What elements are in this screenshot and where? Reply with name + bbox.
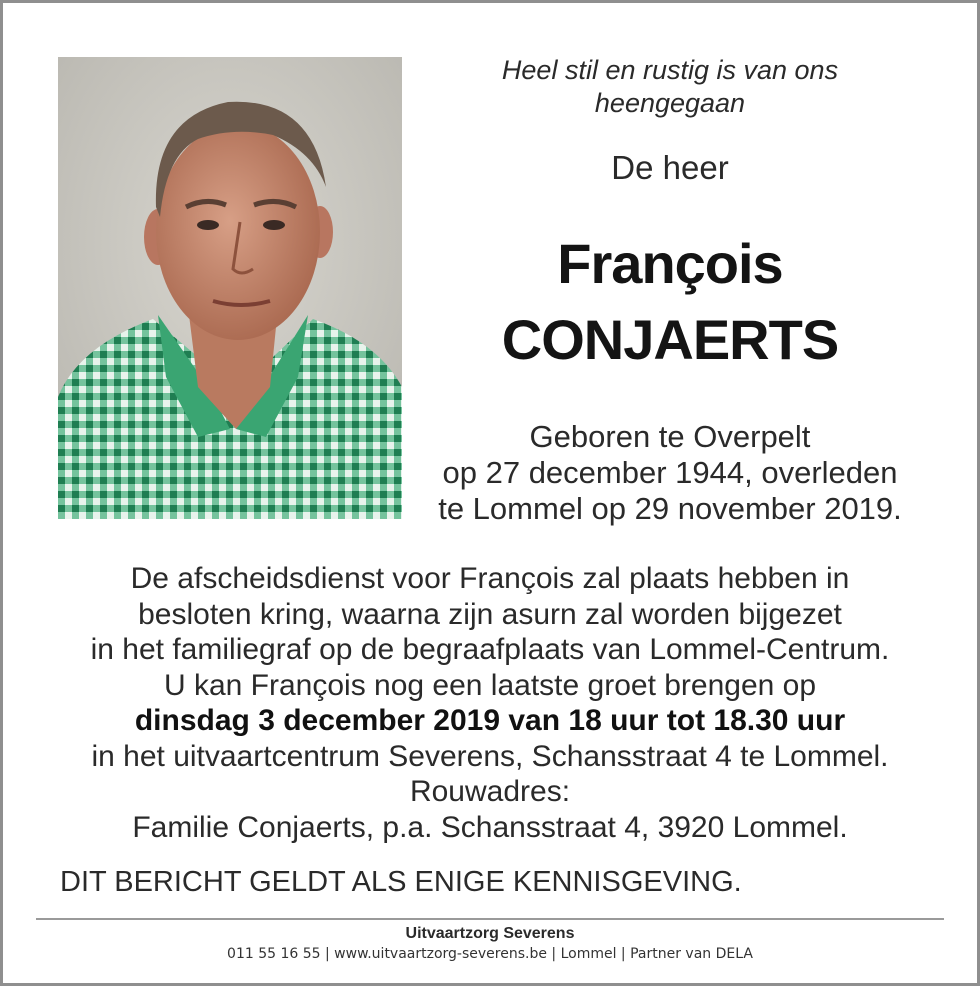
intro-line: heengegaan [594,88,746,118]
portrait-photo [58,57,402,519]
funeral-home-name: Uitvaartzorg Severens [405,925,575,942]
deceased-name [440,226,900,378]
notice-text: DIT BERICHT GELDT ALS ENIGE KENNISGEVING. [60,866,742,898]
intro-line: Heel stil en rustig is van ons [501,55,839,85]
first-name: François [557,232,783,295]
body-line: De afscheidsdienst voor François zal plaats hebben in [130,562,850,595]
body-line: in het uitvaartcentrum Severens, Schansstraat 4 te Lommel. [91,739,889,773]
salutation: De heer [611,149,729,186]
intro-text [440,54,900,120]
funeral-home-contact: 011 55 16 55 | www.uitvaartzorg-severens.be | Lommel | Partner van DELA [227,946,753,962]
mourning-address-label: Rouwadres: [409,775,571,808]
body-line: besloten kring, waarna zijn asurn zal worden bijgezet [138,597,842,631]
birth-line: Geboren te Overpelt [529,419,811,454]
visitation-date: dinsdag 3 december 2019 van 18 uur tot 18.30 uur [134,704,846,737]
mourning-address: Familie Conjaerts, p.a. Schansstraat 4, 3920 Lommel. [132,810,848,844]
birth-line: op 27 december 1944, overleden [442,455,898,490]
body-line: in het familiegraf op de begraafplaats van Lommel-Centrum. [90,633,890,666]
last-name: CONJAERTS [501,308,839,371]
ceremony-details [30,561,950,845]
body-line: U kan François nog een laatste groet brengen op [163,668,817,702]
birth-death-info [400,419,940,527]
birth-line: te Lommel op 29 november 2019. [438,491,902,526]
footer-divider [36,918,944,920]
